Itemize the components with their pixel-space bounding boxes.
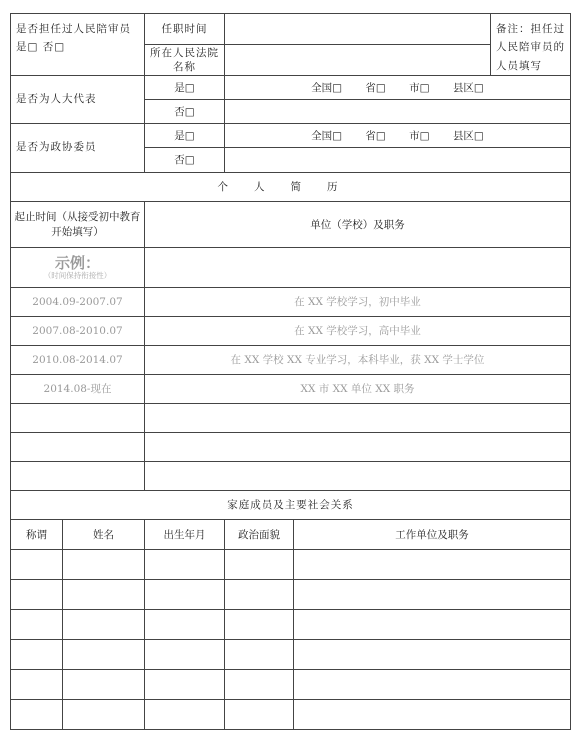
- npc-scope-national[interactable]: 全国□: [311, 81, 343, 94]
- resume-unit-field[interactable]: [145, 462, 571, 491]
- family-political-field[interactable]: [225, 640, 294, 670]
- family-birth-field[interactable]: [145, 670, 225, 700]
- juror-court-field[interactable]: [225, 45, 491, 76]
- npc-question: 是否为人大代表: [11, 76, 145, 124]
- family-relation-field[interactable]: [11, 670, 63, 700]
- family-col-relation: 称谓: [11, 520, 63, 550]
- resume-time-field[interactable]: [11, 433, 145, 462]
- cppcc-no-checkbox[interactable]: 否□: [145, 148, 225, 173]
- family-relation-field[interactable]: [11, 550, 63, 580]
- resume-unit-field[interactable]: [145, 404, 571, 433]
- example-note: （时间保持衔接性）: [43, 271, 112, 281]
- family-birth-field[interactable]: [145, 700, 225, 730]
- juror-yes-no-checkbox[interactable]: 是□ 否□: [16, 41, 66, 54]
- juror-note: 备注：担任过人民陪审员的人员填写: [491, 14, 571, 76]
- family-relation-field[interactable]: [11, 580, 63, 610]
- resume-example-label: [11, 248, 145, 288]
- family-political-field[interactable]: [225, 580, 294, 610]
- family-workplace-field[interactable]: [294, 670, 571, 700]
- resume-example-blank: [145, 248, 571, 288]
- cppcc-question: 是否为政协委员: [11, 124, 145, 173]
- cppcc-scope-national[interactable]: 全国□: [311, 129, 343, 142]
- resume-example-time: 2010.08-2014.07: [11, 346, 145, 375]
- family-name-field[interactable]: [63, 700, 145, 730]
- example-title: 示例：: [54, 253, 100, 272]
- resume-example-desc: 在 XX 学校 XX 专业学习，本科毕业，获 XX 学士学位: [145, 346, 571, 375]
- family-political-field[interactable]: [225, 670, 294, 700]
- family-relation-field[interactable]: [11, 700, 63, 730]
- resume-example-desc: 在 XX 学校学习，高中毕业: [145, 317, 571, 346]
- family-row: [11, 670, 571, 700]
- family-political-field[interactable]: [225, 610, 294, 640]
- family-col-name: 姓名: [63, 520, 145, 550]
- resume-example-desc: XX 市 XX 单位 XX 职务: [145, 375, 571, 404]
- juror-question-cell: [11, 14, 145, 76]
- resume-unit-header: 单位（学校）及职务: [145, 202, 571, 248]
- application-form-table: [10, 13, 571, 730]
- family-col-workplace: 工作单位及职务: [294, 520, 571, 550]
- npc-scope-cell: [225, 76, 571, 100]
- family-workplace-field[interactable]: [294, 640, 571, 670]
- family-row: [11, 550, 571, 580]
- resume-title: 个人简历: [11, 173, 571, 202]
- npc-scope-blank[interactable]: [225, 100, 571, 124]
- resume-time-header: 起止时间（从接受初中教育开始填写）: [11, 202, 145, 248]
- npc-no-checkbox[interactable]: 否□: [145, 100, 225, 124]
- resume-example-time: 2004.09-2007.07: [11, 288, 145, 317]
- family-col-birth: 出生年月: [145, 520, 225, 550]
- family-relation-field[interactable]: [11, 640, 63, 670]
- juror-term-field[interactable]: [225, 14, 491, 45]
- cppcc-scope-blank[interactable]: [225, 148, 571, 173]
- family-political-field[interactable]: [225, 700, 294, 730]
- cppcc-scope-county[interactable]: 县区□: [452, 129, 484, 142]
- family-name-field[interactable]: [63, 580, 145, 610]
- resume-unit-field[interactable]: [145, 433, 571, 462]
- family-workplace-field[interactable]: [294, 610, 571, 640]
- family-title: 家庭成员及主要社会关系: [11, 491, 571, 520]
- cppcc-scope-city[interactable]: 市□: [409, 129, 430, 142]
- resume-example-time: 2007.08-2010.07: [11, 317, 145, 346]
- family-relation-field[interactable]: [11, 610, 63, 640]
- family-row: [11, 610, 571, 640]
- npc-yes-checkbox[interactable]: 是□: [145, 76, 225, 100]
- resume-example-desc: 在 XX 学校学习，初中毕业: [145, 288, 571, 317]
- family-workplace-field[interactable]: [294, 550, 571, 580]
- cppcc-scope-cell: [225, 124, 571, 148]
- juror-question: 是否担任过人民陪审员: [16, 23, 131, 35]
- family-name-field[interactable]: [63, 610, 145, 640]
- cppcc-yes-checkbox[interactable]: 是□: [145, 124, 225, 148]
- family-political-field[interactable]: [225, 550, 294, 580]
- family-row: [11, 700, 571, 730]
- npc-scope-county[interactable]: 县区□: [452, 81, 484, 94]
- resume-example-time: 2014.08-现在: [11, 375, 145, 404]
- family-col-political: 政治面貌: [225, 520, 294, 550]
- npc-scope-city[interactable]: 市□: [409, 81, 430, 94]
- family-name-field[interactable]: [63, 670, 145, 700]
- juror-term-label: 任职时间: [145, 14, 225, 45]
- family-row: [11, 580, 571, 610]
- family-birth-field[interactable]: [145, 640, 225, 670]
- family-workplace-field[interactable]: [294, 580, 571, 610]
- resume-time-field[interactable]: [11, 404, 145, 433]
- family-name-field[interactable]: [63, 550, 145, 580]
- family-birth-field[interactable]: [145, 580, 225, 610]
- juror-court-label: 所在人民法院名称: [145, 45, 225, 76]
- family-workplace-field[interactable]: [294, 700, 571, 730]
- cppcc-scope-province[interactable]: 省□: [365, 129, 386, 142]
- family-name-field[interactable]: [63, 640, 145, 670]
- family-birth-field[interactable]: [145, 550, 225, 580]
- family-birth-field[interactable]: [145, 610, 225, 640]
- npc-scope-province[interactable]: 省□: [365, 81, 386, 94]
- resume-time-field[interactable]: [11, 462, 145, 491]
- family-row: [11, 640, 571, 670]
